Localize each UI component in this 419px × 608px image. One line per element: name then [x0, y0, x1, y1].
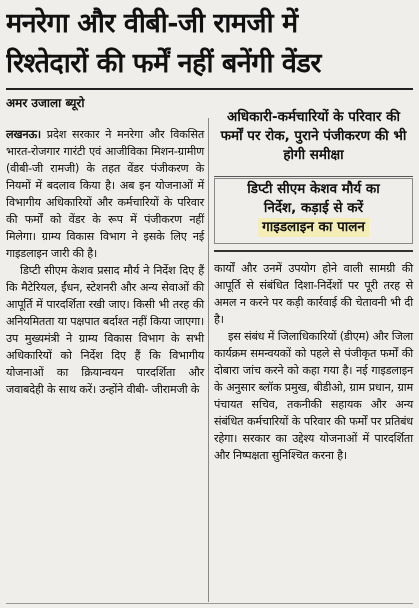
article-paragraph: कार्यों और उनमें उपयोग होने वाली सामग्री की आपूर्ति से संबंधित दिशा-निर्देशों पर पूरी तरह से अमल न करने पर कड़ी कार्रवाई की चेतावनी भी दी है। [214, 262, 413, 326]
deck-separator [214, 176, 413, 177]
deck-summary [214, 98, 413, 174]
deck-highlight-line: गाइडलाइन का पालन [258, 218, 369, 237]
paragraph-text: प्रदेश सरकार ने मनरेगा और विकसित भारत-रोजगार गारंटी एवं आजीविका मिशन-ग्रामीण (वीबी-जी रामजी) के तहत वेंडर पंजीकरण के नियमों में बदलाव किया है। अब इन योजनाओं में विभागीय अधिकारियों और कर्मचारियों के परिवार की फर्मों को वेंडर के रूप में पंजीकरण नहीं मिलेगा। ग्राम्य विकास विभाग ने इसके लिए नई गाइडलाइन जारी की है। [6, 128, 204, 260]
article-paragraph: इस संबंध में जिलाधिकारियों (डीएम) और जिला कार्यक्रम समन्वयकों को पहले से पंजीकृत फर्मों की दोबारा जांच करने को कहा गया है। नई गाइडलाइन के अनुसार ब्लॉक प्रमुख, बीडीओ, ग्राम प्रधान, ग्राम पंचायत सचिव, तकनीकी सहायक और अन्य संबंधित कर्मचारियों के परिवार की फर्मों पर प्रतिबंध रहेगा। सरकार का उद्देश्य योजनाओं में पारदर्शिता और निष्पक्षता सुनिश्चित करना है। [214, 330, 413, 462]
deck-summary-text: अधिकारी-कर्मचारियों के परिवार की फर्मों पर रोक, पुराने पंजीकरण की भी होगी समीक्षा [220, 108, 407, 163]
column-divider [208, 118, 209, 602]
headline-line-2: रिश्तेदारों की फर्में नहीं बनेंगी वेंडर [6, 48, 321, 79]
article-paragraph [6, 126, 204, 262]
dateline: लखनऊ। [6, 128, 41, 141]
deck-highlight [214, 180, 413, 237]
article-paragraph: डिप्टी सीएम केशव प्रसाद मौर्य ने निर्देश दिए हैं कि मैटेरियल, ईंधन, स्टेशनरी और अन्य सेवाओं की आपूर्ति में पारदर्शिता रखी जाए। किसी भी तरह की अनियमितता या पक्षपात बर्दाश्त नहीं किया जाएगा। उप मुख्यमंत्री ने ग्राम्य विकास विभाग के सभी अधिकारियों को निर्देश दिए हैं कि विभागीय योजनाओं का क्रियान्वयन पारदर्शिता और जवाबदेही के साथ करें। उन्होंने वीबी- जीरामजी के [6, 264, 204, 396]
bottom-rule [6, 603, 413, 604]
article-left-column [6, 126, 204, 398]
deck-highlight-line: निर्देश, कड़ाई से करें [263, 200, 364, 216]
byline: अमर उजाला ब्यूरो [6, 96, 85, 110]
headline-line-1: मनरेगा और वीबी-जी रामजी में [6, 8, 298, 39]
deck-rule [214, 250, 413, 252]
article-right-column [214, 260, 413, 464]
deck-highlight-line: डिप्टी सीएम केशव मौर्य का [247, 181, 380, 197]
headline-rule [6, 88, 413, 90]
